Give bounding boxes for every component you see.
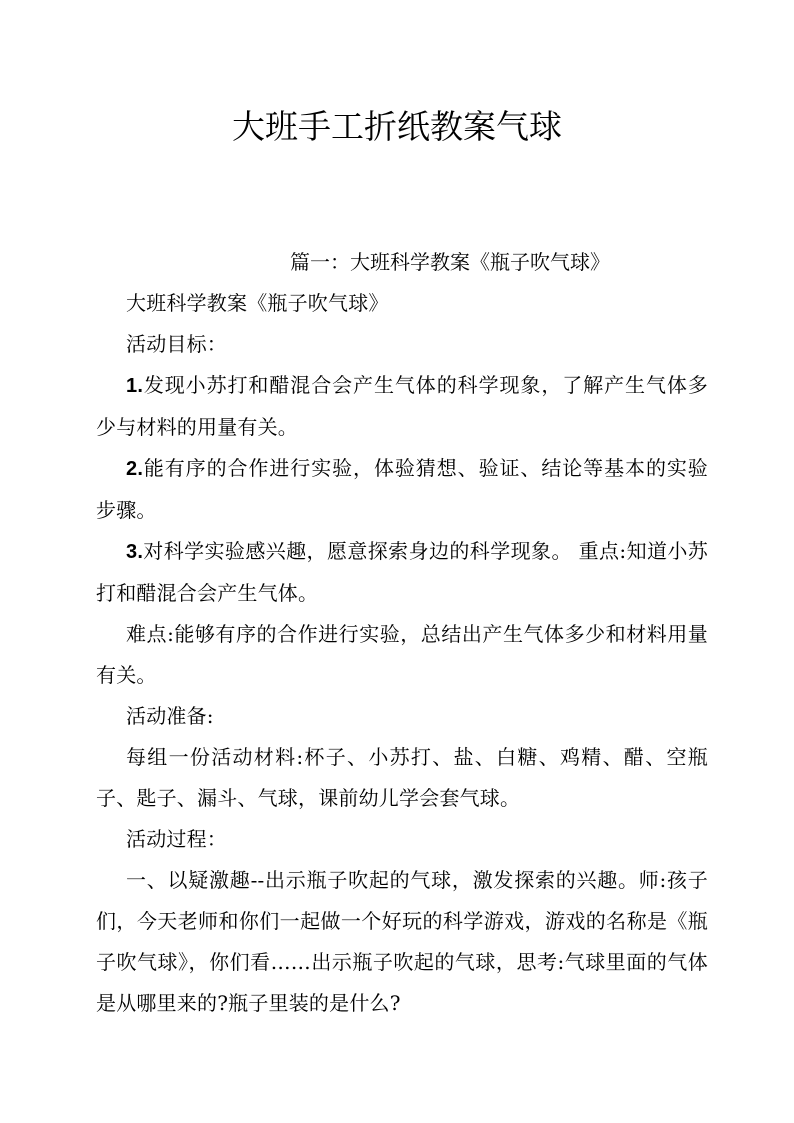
- list-number: 3.: [126, 541, 144, 563]
- paragraph-difficulty: [96, 614, 708, 696]
- paragraph-goal-2: [96, 448, 708, 531]
- paragraph-process-step-1: [96, 860, 708, 1024]
- paragraph-text: 一、以疑激趣--出示瓶子吹起的气球，激发探索的兴趣。师:孩子们，今天老师和你们一起做一个好玩的科学游戏，游戏的名称是《瓶子吹气球》，你们看……出示瓶子吹起的气球，思考:气球里面的气体是从哪里来的?瓶子里装的是什么?: [96, 868, 708, 1015]
- paragraph-text: 每组一份活动材料:杯子、小苏打、盐、白糖、鸡精、醋、空瓶子、匙子、漏斗、气球，课前幼儿学会套气球。: [96, 745, 708, 810]
- list-number: 1.: [126, 375, 144, 397]
- paragraph-prep-heading: [96, 696, 708, 737]
- paragraph-lesson-name: [96, 283, 708, 324]
- paragraph-goal-1: [96, 365, 708, 448]
- paragraph-goal-3: [96, 531, 708, 614]
- paragraph-text: 对科学实验感兴趣，愿意探索身边的科学现象。 重点:知道小苏打和醋混合会产生气体。: [96, 539, 708, 605]
- paragraph-text: 活动目标：: [126, 332, 227, 356]
- paragraph-goals-heading: [96, 324, 708, 365]
- chapter-title: 篇一：大班科学教案《瓶子吹气球》: [290, 250, 610, 274]
- list-number: 2.: [126, 458, 144, 480]
- paragraph-text: 活动准备:: [126, 704, 214, 728]
- paragraph-text: 难点:能够有序的合作进行实验，总结出产生气体多少和材料用量有关。: [96, 622, 708, 687]
- paragraph-text: 发现小苏打和醋混合会产生气体的科学现象，了解产生气体多少与材料的用量有关。: [96, 373, 708, 439]
- paragraph-text: 大班科学教案《瓶子吹气球》: [126, 291, 389, 315]
- document-title: 大班手工折纸教案气球: [232, 107, 562, 146]
- document-body: [96, 283, 708, 1024]
- paragraph-text: 活动过程：: [126, 827, 227, 851]
- paragraph-materials: [96, 737, 708, 819]
- paragraph-text: 能有序的合作进行实验，体验猜想、验证、结论等基本的实验步骤。: [96, 456, 708, 522]
- paragraph-process-heading: [96, 819, 708, 860]
